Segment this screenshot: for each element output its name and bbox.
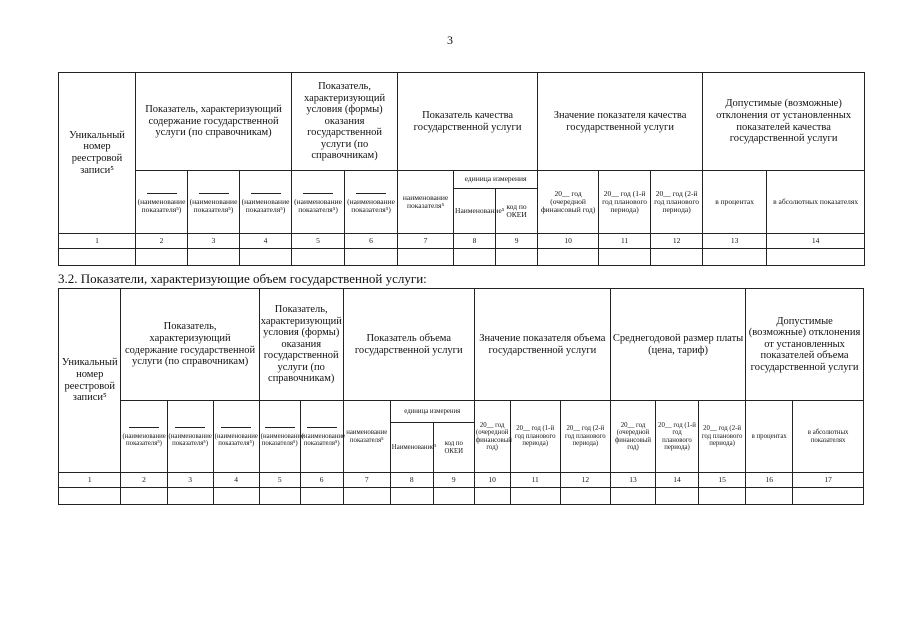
volume-indicator-header: Показатель объема государственной услуги	[343, 289, 474, 401]
col-number: 4	[213, 473, 259, 488]
year-3-header: 20__ год (2-й год планового периода)	[651, 171, 703, 234]
col-number: 15	[699, 473, 746, 488]
content-name-2: (наименование показателя⁵)	[188, 171, 240, 234]
col-number: 5	[292, 234, 345, 249]
percent-header: в процентах	[703, 171, 767, 234]
col-number: 13	[703, 234, 767, 249]
content-name-1: (наименование показателя⁵)	[121, 401, 167, 473]
blank-line	[356, 193, 386, 194]
conditions-indicator-header: Показатель, характеризующий условия (формы) оказания государственной услуги (по справочникам)	[292, 73, 398, 171]
volume-year-3-header: 20__ год (2-й год планового периода)	[560, 401, 610, 473]
col-number: 1	[59, 234, 136, 249]
unique-number-header: Уникальный номер реестровой записи⁵	[59, 289, 121, 473]
blank-line	[175, 427, 205, 428]
quality-indicators-table	[58, 72, 865, 266]
col-number: 8	[390, 473, 433, 488]
blank-line	[199, 193, 229, 194]
col-number: 4	[240, 234, 292, 249]
unit-header: единица измерения	[390, 401, 474, 423]
percent-header: в процентах	[746, 401, 793, 473]
col-number: 10	[474, 473, 510, 488]
blank-line	[303, 193, 333, 194]
unit-name-header: Наименование⁵	[390, 423, 433, 473]
content-name-3: (наименование показателя⁵)	[240, 171, 292, 234]
volume-indicators-table	[58, 288, 864, 505]
avg-fee-header: Среднегодовой размер платы (цена, тариф)	[610, 289, 745, 401]
col-number: 5	[259, 473, 300, 488]
conditions-indicator-header: Показатель, характеризующий условия (формы) оказания государственной услуги (по справочникам)	[259, 289, 343, 401]
content-name-1: (наименование показателя⁵)	[136, 171, 188, 234]
col-number: 2	[136, 234, 188, 249]
conditions-name-1: (наименование показателя⁵)	[292, 171, 345, 234]
indicator-name-header: наименование показателя⁵	[398, 171, 454, 234]
content-indicator-header: Показатель, характеризующий содержание государственной услуги (по справочникам)	[121, 289, 259, 401]
blank-line	[265, 427, 295, 428]
col-number: 6	[300, 473, 343, 488]
col-number: 3	[167, 473, 213, 488]
empty-row	[59, 249, 865, 266]
col-number: 8	[454, 234, 496, 249]
blank-line	[307, 427, 337, 428]
indicator-name-header: наименование показателя⁵	[343, 401, 390, 473]
col-number: 7	[398, 234, 454, 249]
col-number: 3	[188, 234, 240, 249]
okei-header: код по ОКЕИ	[496, 189, 538, 234]
conditions-name-2: (наименование показателя⁵)	[300, 401, 343, 473]
col-number: 12	[560, 473, 610, 488]
col-number: 16	[746, 473, 793, 488]
content-name-3: (наименование показателя⁵)	[213, 401, 259, 473]
col-number: 10	[538, 234, 599, 249]
page-number: 3	[447, 33, 453, 47]
blank-line	[251, 193, 281, 194]
absolute-header: в абсолютных показателях	[767, 171, 865, 234]
col-number: 14	[767, 234, 865, 249]
fee-year-2-header: 20__ год (1-й год планового периода)	[656, 401, 699, 473]
col-number: 9	[496, 234, 538, 249]
col-number: 11	[599, 234, 651, 249]
col-number: 7	[343, 473, 390, 488]
fee-year-1-header: 20__ год (очередной финансовый год)	[610, 401, 655, 473]
content-name-2: (наименование показателя⁵)	[167, 401, 213, 473]
unique-number-header: Уникальный номер реестровой записи⁵	[59, 73, 136, 234]
unit-name-header: Наименование⁵	[454, 189, 496, 234]
section-title: 3.2. Показатели, характеризующие объем государственной услуги:	[58, 271, 427, 286]
volume-year-2-header: 20__ год (1-й год планового периода)	[510, 401, 560, 473]
deviations-header: Допустимые (возможные) отклонения от установленных показателей качества государственной услуги	[703, 73, 865, 171]
col-number: 9	[433, 473, 474, 488]
year-2-header: 20__ год (1-й год планового периода)	[599, 171, 651, 234]
absolute-header: в абсолютных показателях	[793, 401, 864, 473]
unit-header: единица измерения	[454, 171, 538, 189]
col-number: 6	[345, 234, 398, 249]
conditions-name-1: (наименование показателя⁵)	[259, 401, 300, 473]
col-number: 2	[121, 473, 167, 488]
col-number: 11	[510, 473, 560, 488]
blank-line	[221, 427, 251, 428]
deviations-header: Допустимые (возможные) отклонения от установленных показателей объема государственной услуги	[746, 289, 864, 401]
okei-header: код по ОКЕИ	[433, 423, 474, 473]
column-numbers-row	[59, 473, 864, 488]
content-indicator-header: Показатель, характеризующий содержание государственной услуги (по справочникам)	[136, 73, 292, 171]
blank-line	[147, 193, 177, 194]
quality-value-header: Значение показателя качества государственной услуги	[538, 73, 703, 171]
blank-line	[129, 427, 159, 428]
col-number: 14	[656, 473, 699, 488]
column-numbers-row	[59, 234, 865, 249]
conditions-name-2: (наименование показателя⁵)	[345, 171, 398, 234]
col-number: 1	[59, 473, 121, 488]
empty-row	[59, 488, 864, 505]
fee-year-3-header: 20__ год (2-й год планового периода)	[699, 401, 746, 473]
col-number: 17	[793, 473, 864, 488]
volume-value-header: Значение показателя объема государственной услуги	[474, 289, 610, 401]
col-number: 12	[651, 234, 703, 249]
quality-indicator-header: Показатель качества государственной услуги	[398, 73, 538, 171]
year-1-header: 20__ год (очередной финансовый год)	[538, 171, 599, 234]
volume-year-1-header: 20__ год (очередной финансовый год)	[474, 401, 510, 473]
col-number: 13	[610, 473, 655, 488]
